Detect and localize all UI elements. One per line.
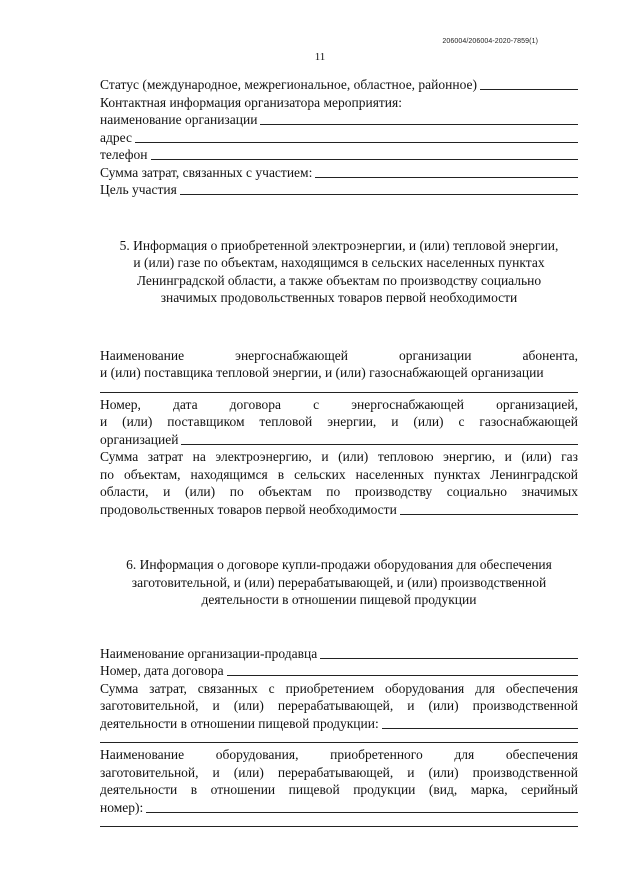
status-row bbox=[100, 76, 578, 94]
seller-row bbox=[100, 645, 578, 663]
status-label: Статус (международное, межрегиональное, областное, районное) bbox=[100, 77, 478, 92]
heading-line: деятельности в отношении пищевой продукции bbox=[201, 592, 477, 607]
energy-costs-line: по объектам, находящимся в сельских населенных пунктах Ленинградской bbox=[100, 466, 578, 482]
energy-costs-line: области, и (или) по объектам по производству социально значимых bbox=[100, 484, 578, 499]
contract-label-line: Номер, дата договора с энергоснабжающей организацией, bbox=[100, 396, 578, 412]
heading-line: Ленинградской области, а также объектам по производству социально bbox=[136, 272, 542, 288]
purchase-contract-row bbox=[100, 662, 578, 680]
address-row bbox=[100, 129, 578, 147]
org-name-label: наименование организации bbox=[100, 112, 258, 127]
contact-label: Контактная информация организатора мероприятия: bbox=[100, 94, 402, 110]
status-field[interactable] bbox=[480, 77, 578, 90]
equipment-name-line: номер): bbox=[100, 799, 144, 815]
costs-field[interactable] bbox=[315, 165, 578, 178]
document-id: 206004/206004-2020-7859(1) bbox=[442, 38, 538, 45]
equipment-costs-line: деятельности в отношении пищевой продукции: bbox=[100, 715, 379, 731]
supplier-label-line: Наименование энергоснабжающей организации абонента, bbox=[100, 347, 578, 363]
heading-line: 5. Информация о приобретенной электроэнергии, и (или) тепловой энергии, bbox=[119, 237, 559, 253]
address-field[interactable] bbox=[135, 130, 578, 143]
contract-field[interactable] bbox=[181, 432, 578, 445]
address-label: адрес bbox=[100, 129, 132, 145]
equipment-name-extra-field[interactable] bbox=[100, 816, 578, 827]
purpose-field[interactable] bbox=[180, 182, 578, 195]
energy-costs-line: продовольственных товаров первой необходимости bbox=[100, 501, 397, 517]
phone-label: телефон bbox=[100, 147, 148, 162]
equipment-name-line: деятельности в отношении пищевой продукции (вид, марка, серийный bbox=[100, 782, 578, 797]
org-name-field[interactable] bbox=[260, 112, 578, 125]
page-number: 11 bbox=[314, 51, 326, 63]
purchase-contract-label: Номер, дата договора bbox=[100, 663, 224, 678]
contact-row bbox=[100, 94, 578, 112]
equipment-costs-field[interactable] bbox=[382, 716, 578, 729]
energy-costs-field[interactable] bbox=[400, 502, 578, 515]
heading-line: 6. Информация о договоре купли-продажи оборудования для обеспечения bbox=[126, 557, 552, 572]
energy-costs-row bbox=[100, 501, 578, 519]
equipment-costs-row bbox=[100, 715, 578, 733]
equipment-costs-line: заготовительной, и (или) перерабатывающей, и (или) производственной bbox=[100, 698, 578, 713]
seller-label: Наименование организации-продавца bbox=[100, 645, 318, 661]
purpose-row bbox=[100, 181, 578, 199]
equipment-name-line: Наименование оборудования, приобретенного для обеспечения bbox=[100, 747, 578, 762]
supplier-field[interactable] bbox=[100, 382, 578, 393]
heading-line: заготовительной, и (или) перерабатывающей, и (или) производственной bbox=[131, 574, 547, 590]
section-5-heading bbox=[96, 237, 582, 307]
equipment-name-row bbox=[100, 799, 578, 817]
costs-row bbox=[100, 164, 578, 182]
purchase-contract-field[interactable] bbox=[227, 663, 578, 676]
phone-row bbox=[100, 146, 578, 164]
equipment-name-field[interactable] bbox=[146, 800, 578, 813]
contract-label-line: организацией bbox=[100, 431, 179, 447]
purpose-label: Цель участия bbox=[100, 182, 177, 197]
org-name-row bbox=[100, 111, 578, 129]
section-6-heading bbox=[96, 556, 582, 609]
contract-row bbox=[100, 431, 578, 449]
contract-label-line: и (или) поставщиком тепловой энергии, и (или) с газоснабжающей bbox=[100, 414, 578, 429]
equipment-costs-extra-field[interactable] bbox=[100, 732, 578, 743]
equipment-costs-line: Сумма затрат, связанных с приобретением оборудования для обеспечения bbox=[100, 680, 578, 696]
energy-costs-line: Сумма затрат на электроэнергию, и (или) тепловою энергию, и (или) газ bbox=[100, 449, 578, 464]
seller-field[interactable] bbox=[320, 646, 578, 659]
phone-field[interactable] bbox=[151, 147, 578, 160]
heading-line: и (или) газе по объектам, находящимся в сельских населенных пунктах bbox=[133, 255, 545, 270]
equipment-name-line: заготовительной, и (или) перерабатывающей, и (или) производственной bbox=[100, 764, 578, 780]
form-content bbox=[100, 76, 578, 827]
supplier-label-line: и (или) поставщика тепловой энергии, и (или) газоснабжающей организации bbox=[100, 365, 544, 380]
heading-line: значимых продовольственных товаров первой необходимости bbox=[160, 290, 518, 305]
costs-label: Сумма затрат, связанных с участием: bbox=[100, 164, 313, 180]
